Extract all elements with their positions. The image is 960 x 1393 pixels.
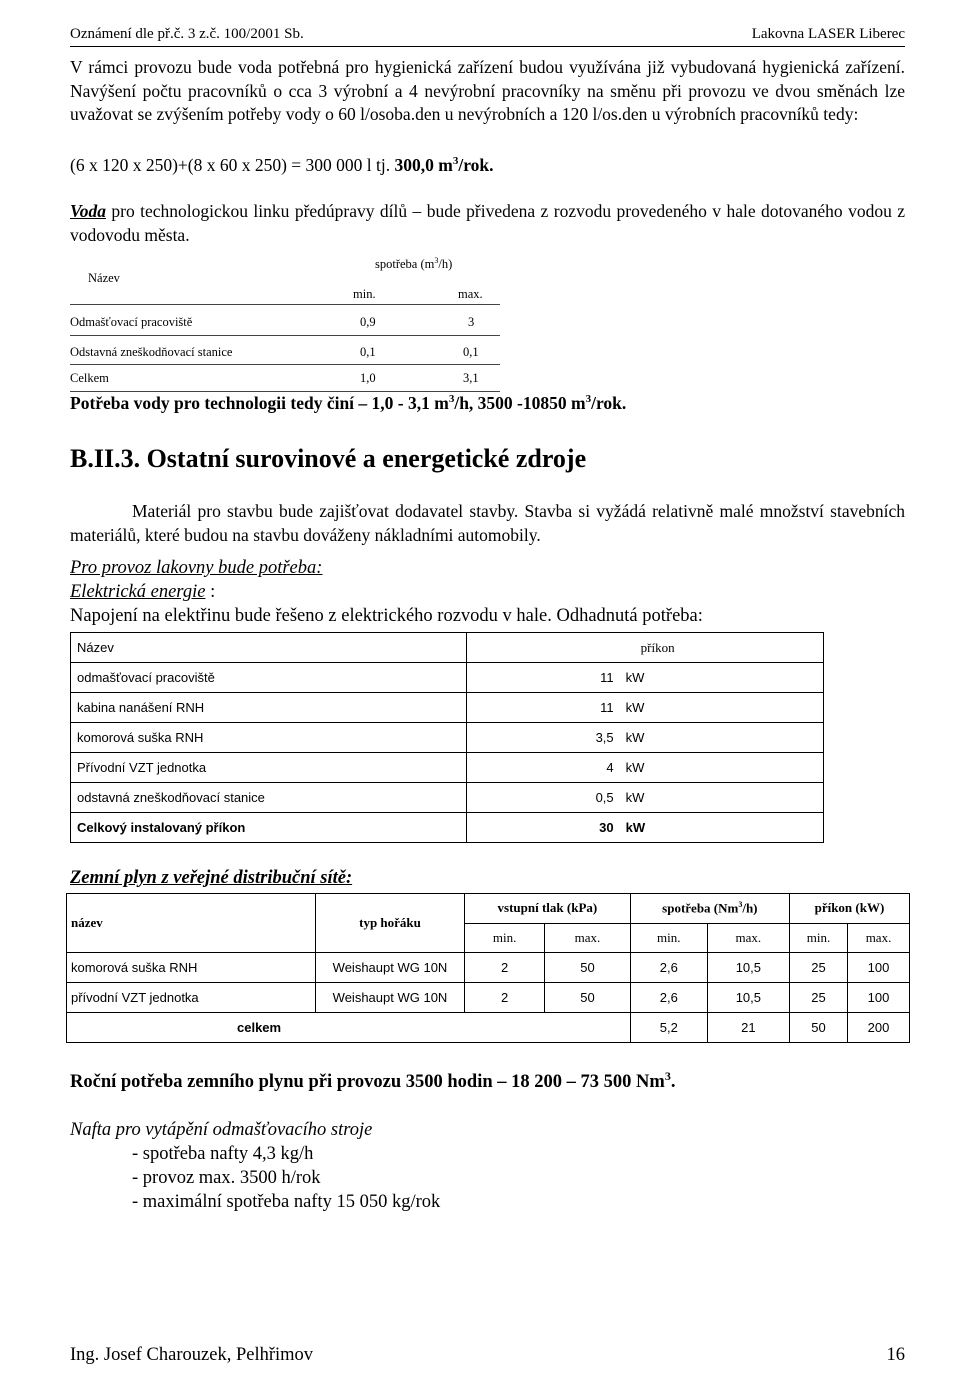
water-col-min: min. — [353, 287, 376, 301]
material-paragraph: Materiál pro stavbu bude zajišťovat dodavatel stavby. Stavba si vyžádá relativně malé množství stavebních materiálů, které budou na stavbu dováženy nákladními automobily. — [70, 501, 905, 545]
gas-table — [66, 893, 910, 1043]
power-col-power: příkon — [466, 633, 823, 663]
intro-paragraph: V rámci provozu bude voda potřebná pro hygienická zařízení budou využívána již vybudovaná hygienická zařízení. Navýšení počtu pracovníků o cca 3 výrobní a 4 nevýrobní pracovníky na směnu při provozu ve dvou směnách lze uvažovat se zvýšením potřeby vody o 60 l/osoba.den u nevýrobních a 120 l/os.den u výrobních pracovníků tedy: — [70, 57, 905, 124]
header-left: Oznámení dle př.č. 3 z.č. 100/2001 Sb. — [70, 26, 304, 42]
table-row: komorová suška RNH Weishaupt WG 10N 2 50 2,6 10,5 25 100 — [67, 953, 910, 983]
power-col-name: Název — [71, 633, 467, 663]
table-row: kabina nanášení RNH 11 kW — [71, 693, 824, 723]
table-row: odmašťovací pracoviště 11 kW — [71, 663, 824, 693]
gas-heading: Zemní plyn z veřejné distribuční sítě: — [70, 868, 353, 888]
water-lead: Voda — [70, 201, 106, 221]
table-header-row — [71, 633, 824, 663]
elec-text: Napojení na elektřinu bude řešeno z elektrického rozvodu v hale. Odhadnutá potřeba: — [70, 606, 703, 626]
list-item: - maximální spotřeba nafty 15 050 kg/rok — [132, 1192, 441, 1212]
table-row: komorová suška RNH 3,5 kW — [71, 723, 824, 753]
water-row: Odstavná zneškodňovací stanice 0,1 0,1 — [70, 336, 500, 365]
header-right: Lakovna LASER Liberec — [751, 26, 905, 42]
water-col-max: max. — [458, 287, 483, 301]
section-heading: B.II.3. Ostatní surovinové a energetické zdroje — [70, 444, 587, 473]
table-row: Přívodní VZT jednotka 4 kW — [71, 753, 824, 783]
gas-annual: Roční potřeba zemního plynu při provozu 3500 hodin – 18 200 – 73 500 Nm$^3$. — [70, 1069, 676, 1093]
water-col-name: Název — [88, 271, 120, 285]
list-item: - provoz max. 3500 h/rok — [132, 1168, 321, 1188]
calc-result: 300,0 $m^3$/rok. — [394, 154, 494, 175]
intro-calculation — [70, 150, 494, 177]
water-summary: Potřeba vody pro technologii tedy činí – 1,0 - 3,1 $m^3/h$, 3500 -10850 $m^3$/rok. — [70, 393, 627, 413]
power-table — [70, 632, 824, 843]
table-subheader-row: min. max. min. max. min. max. — [67, 923, 910, 953]
table-row: odstavná zneškodňovací stanice 0,5 kW — [71, 783, 824, 813]
water-text: pro technologickou linku předúpravy dílů – bude přivedena z rozvodu provedeného v hale dotovaného vodou z vodovodu města. — [70, 201, 905, 245]
list-item: - spotřeba nafty 4,3 kg/h — [132, 1144, 314, 1164]
page-number: 16 — [886, 1345, 905, 1365]
nafta-heading: Nafta pro vytápění odmašťovacího stroje — [70, 1120, 373, 1140]
footer-author: Ing. Josef Charouzek, Pelhřimov — [70, 1345, 314, 1365]
water-row: Celkem 1,0 3,1 — [70, 365, 500, 392]
gas-col-consumption: spotřeba (Nm$^3$/h) — [630, 894, 789, 924]
water-col-group: spotřeba $(m^3/h)$ — [375, 256, 453, 272]
provoz-heading: Pro provoz lakovny bude potřeba: — [70, 558, 323, 578]
water-paragraph — [70, 200, 905, 247]
calc-text: (6 x 120 x 250)+(8 x 60 x 250) = 300 000 l tj. — [70, 154, 391, 175]
table-row: přívodní VZT jednotka Weishaupt WG 10N 2 50 2,6 10,5 25 100 — [67, 983, 910, 1013]
page-header — [70, 26, 905, 47]
table-total-row: celkem 5,2 21 50 200 — [67, 1013, 910, 1043]
elec-heading: Elektrická energie : — [70, 582, 216, 602]
page-footer — [70, 1345, 905, 1366]
document-page — [70, 0, 905, 1393]
water-row: Odmašťovací pracoviště 0,9 3 — [70, 305, 500, 336]
table-header-row: název typ hořáku vstupní tlak (kPa) spotřeba (Nm$^3$/h) příkon (kW) — [67, 894, 910, 924]
table-total-row: Celkový instalovaný příkon 30 kW — [71, 813, 824, 843]
